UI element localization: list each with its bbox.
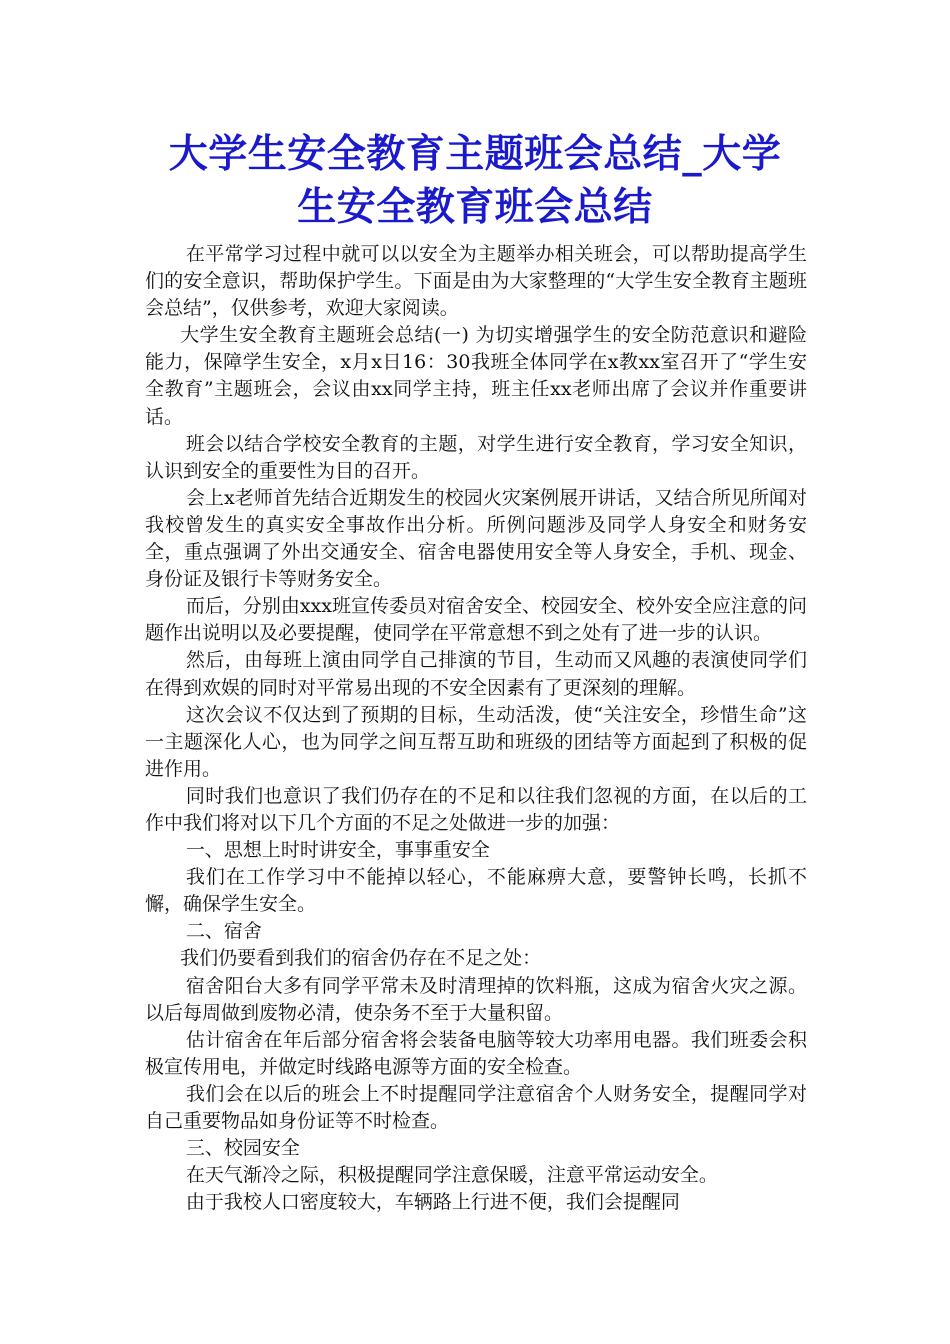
body-paragraph: 我们仍要看到我们的宿舍仍存在不足之处： [180, 947, 542, 970]
body-paragraph: 在天气渐冷之际，积极提醒同学注意保暖，注意平常运动安全。 [185, 1164, 718, 1187]
body-paragraph: 由于我校人口密度较大，车辆路上行进不便，我们会提醒同 [185, 1191, 680, 1214]
body-paragraph: 我们在工作学习中不能掉以轻心，不能麻痹大意，要警钟长鸣，长抓不懈，确保学生安全。 [145, 866, 807, 916]
body-paragraph: 同时我们也意识了我们仍存在的不足和以往我们忽视的方面，在以后的工作中我们将对以下几个方面的不足之处做进一步的加强： [145, 784, 807, 834]
body-paragraph: 我们会在以后的班会上不时提醒同学注意宿舍个人财务安全，提醒同学对自己重要物品如身份证等不时检查。 [145, 1082, 807, 1132]
body-paragraph: 这次会议不仅达到了预期的目标，生动活泼，使“关注安全，珍惜生命”这一主题深化人心，也为同学之间互帮互助和班级的团结等方面起到了积极的促进作用。 [145, 703, 807, 780]
section-heading: 一、思想上时时讲安全，事事重安全 [185, 839, 490, 862]
body-paragraph: 然后，由每班上演由同学自己排演的节目，生动而又风趣的表演使同学们在得到欢娱的同时对平常易出现的不安全因素有了更深刻的理解。 [145, 649, 807, 699]
title-line-2: 生安全教育班会总结 [297, 184, 653, 230]
document-body [145, 241, 807, 1216]
intro-paragraph: 在平常学习过程中就可以以安全为主题举办相关班会，可以帮助提高学生们的安全意识，帮助保护学生。下面是由为大家整理的“大学生安全教育主题班会总结”，仅供参考，欢迎大家阅读。 [145, 243, 807, 320]
body-paragraph: 估计宿舍在年后部分宿舍将会装备电脑等较大功率用电器。我们班委会积极宣传用电，并做定时线路电源等方面的安全检查。 [145, 1028, 807, 1078]
document-title [120, 128, 830, 234]
section-heading: 三、校园安全 [185, 1137, 300, 1160]
body-paragraph: 而后，分别由xxx班宣传委员对宿舍安全、校园安全、校外安全应注意的问题作出说明以及必要提醒，使同学在平常意想不到之处有了进一步的认识。 [145, 595, 807, 645]
body-paragraph: 宿舍阳台大多有同学平常未及时清理掉的饮料瓶，这成为宿舍火灾之源。以后每周做到废物必清，使杂务不至于大量积留。 [145, 974, 807, 1024]
body-paragraph: 会上x老师首先结合近期发生的校园火灾案例展开讲话，又结合所见所闻对我校曾发生的真实安全事故作出分析。所例问题涉及同学人身安全和财务安全，重点强调了外出交通安全、宿舍电器使用安全等人身安全，手机、现金、身份证及银行卡等财务安全。 [145, 486, 807, 591]
body-paragraph: 班会以结合学校安全教育的主题，对学生进行安全教育，学习安全知识，认识到安全的重要性为目的召开。 [145, 432, 807, 482]
section-heading: 二、宿舍 [185, 920, 262, 943]
summary-one-paragraph: 大学生安全教育主题班会总结(一) 为切实增强学生的安全防范意识和避险能力，保障学生安全，x月x日16：30我班全体同学在x教xx室召开了“学生安全教育”主题班会，会议由xx同学主持，班主任xx老师出席了会议并作重要讲话。 [145, 324, 807, 428]
title-line-1: 大学生安全教育主题班会总结_大学 [168, 131, 782, 177]
